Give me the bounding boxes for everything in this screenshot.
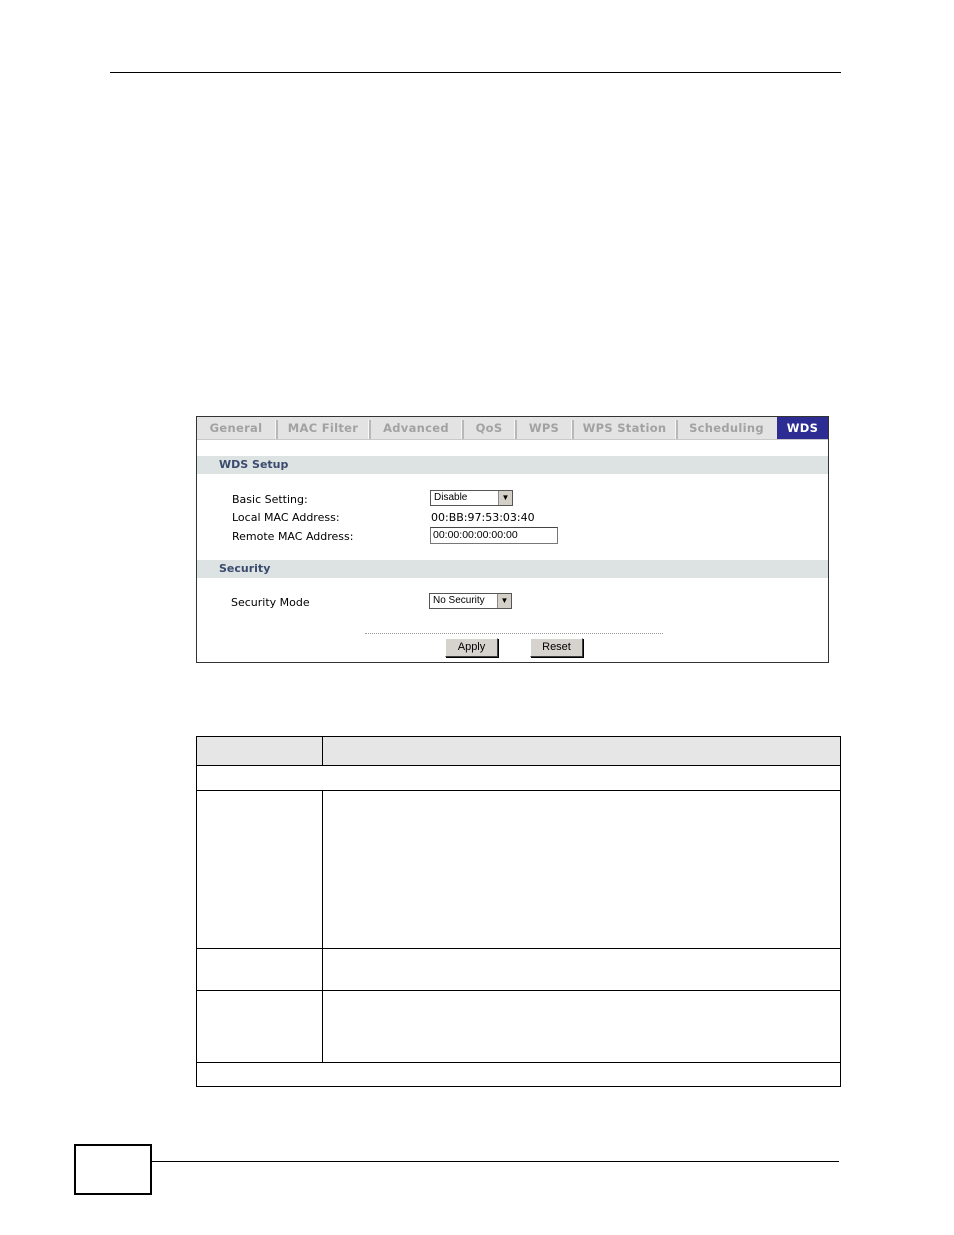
security-mode-value: No Security: [433, 595, 485, 606]
wds-setup-title: WDS Setup: [219, 458, 289, 471]
tab-wds[interactable]: WDS: [777, 417, 828, 439]
table-rule: [197, 948, 840, 949]
tab-qos[interactable]: QoS: [475, 421, 503, 435]
table-rule: [197, 765, 840, 766]
description-table: [196, 736, 841, 1087]
table-header: [197, 737, 840, 765]
table-rule: [197, 990, 840, 991]
remote-mac-input[interactable]: 00:00:00:00:00:00: [430, 527, 558, 544]
footer-rule: [150, 1161, 839, 1162]
button-divider: [365, 633, 663, 634]
basic-setting-value: Disable: [434, 492, 468, 503]
chevron-down-icon: ▼: [498, 491, 512, 505]
basic-setting-select[interactable]: [430, 490, 513, 506]
table-column-divider: [322, 790, 323, 1062]
security-mode-label: Security Mode: [231, 596, 310, 609]
page-number-box: [74, 1144, 152, 1195]
apply-button[interactable]: Apply: [445, 638, 498, 657]
tab-bar: [197, 417, 828, 440]
tab-mac-filter[interactable]: MAC Filter: [287, 421, 359, 435]
tab-scheduling[interactable]: Scheduling: [689, 421, 764, 435]
chevron-down-icon: ▼: [497, 594, 511, 608]
wds-screen: [196, 416, 829, 663]
reset-button[interactable]: Reset: [530, 638, 583, 657]
tab-wps[interactable]: WPS: [528, 421, 560, 435]
header-rule: [110, 72, 841, 73]
table-rule: [197, 1062, 840, 1063]
local-mac-label: Local MAC Address:: [232, 511, 340, 524]
basic-setting-label: Basic Setting:: [232, 493, 308, 506]
local-mac-value: 00:BB:97:53:03:40: [431, 511, 535, 524]
security-mode-select[interactable]: [429, 593, 512, 609]
wds-setup-section: [197, 456, 828, 474]
table-column-divider: [322, 737, 323, 765]
tab-wps-station[interactable]: WPS Station: [582, 421, 667, 435]
security-section: [197, 560, 828, 578]
remote-mac-label: Remote MAC Address:: [232, 530, 354, 543]
table-rule: [197, 790, 840, 791]
tab-advanced[interactable]: Advanced: [383, 421, 449, 435]
security-title: Security: [219, 562, 271, 575]
tab-general[interactable]: General: [209, 421, 263, 435]
